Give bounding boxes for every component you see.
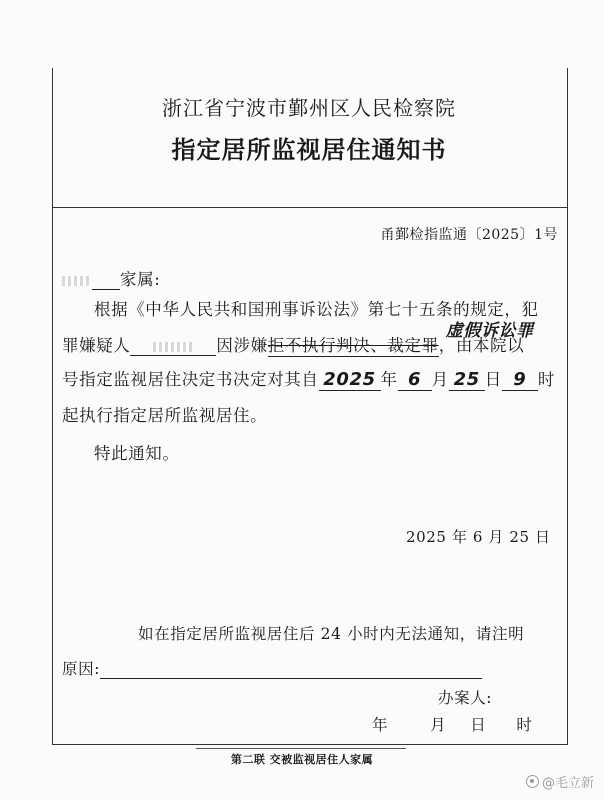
start-year-label: 年	[380, 370, 398, 389]
issuing-organization: 浙江省宁波市鄞州区人民检察院	[162, 96, 456, 120]
document-title: 指定居所监视居住通知书	[171, 135, 447, 164]
start-month-value: 6	[398, 369, 432, 391]
watermark-text: @毛立新	[541, 776, 594, 791]
handler-label: 办案人:	[438, 689, 493, 707]
reason-row	[62, 657, 482, 679]
start-year-value: 2025	[319, 369, 381, 391]
start-day-label: 日	[484, 370, 502, 389]
suspect-label: 罪嫌疑人	[62, 336, 131, 355]
issue-date: 2025 年 6 月 25 日	[406, 528, 551, 546]
footer-divider	[196, 748, 406, 749]
watermark	[526, 772, 594, 791]
start-hour-label: 时	[537, 370, 555, 389]
body-line-2	[62, 321, 534, 357]
title-divider	[52, 207, 567, 208]
sign-day-label: 日	[470, 716, 487, 734]
sign-month-label: 月	[430, 716, 447, 734]
redacted-name	[62, 276, 92, 286]
salutation-blank	[92, 270, 120, 290]
charge-handwritten: 虚假诉讼罪	[445, 321, 534, 341]
start-hour-value: 9	[502, 369, 538, 391]
weibo-icon	[526, 775, 539, 788]
notice-closing: 特此通知。	[94, 444, 180, 463]
suspect-name-blank	[130, 336, 216, 356]
charge-printed: 拒不执行判决、裁定罪	[268, 332, 439, 357]
suspected-of-label: 因涉嫌	[216, 336, 268, 355]
salutation-suffix: 家属:	[120, 270, 161, 289]
sign-year-label: 年	[372, 716, 389, 734]
reason-label: 原因:	[62, 660, 101, 678]
handler-row	[438, 686, 492, 708]
salutation	[62, 266, 160, 290]
reason-note: 如在指定居所监视居住后 24 小时内无法通知，请注明	[138, 625, 525, 643]
start-day-value: 25	[449, 369, 485, 391]
signature-date-row	[372, 713, 532, 735]
decision-text: 号指定监视居住决定书决定对其自	[62, 370, 319, 389]
document-number: 甬鄞检指监通〔2025〕1号	[380, 227, 558, 243]
by-this-court-label: ，由本院以	[438, 336, 525, 355]
start-month-label: 月	[431, 370, 449, 389]
redacted-suspect-name	[153, 342, 193, 352]
copy-label: 第二联 交被监视居住人家属	[230, 753, 374, 766]
reason-blank	[100, 660, 482, 679]
sign-hour-label: 时	[516, 716, 533, 734]
body-line-1: 根据《中华人民共和国刑事诉讼法》第七十五条的规定，犯	[94, 300, 539, 319]
body-line-4: 起执行指定居所监视居住。	[62, 406, 268, 425]
body-line-3	[62, 366, 555, 391]
